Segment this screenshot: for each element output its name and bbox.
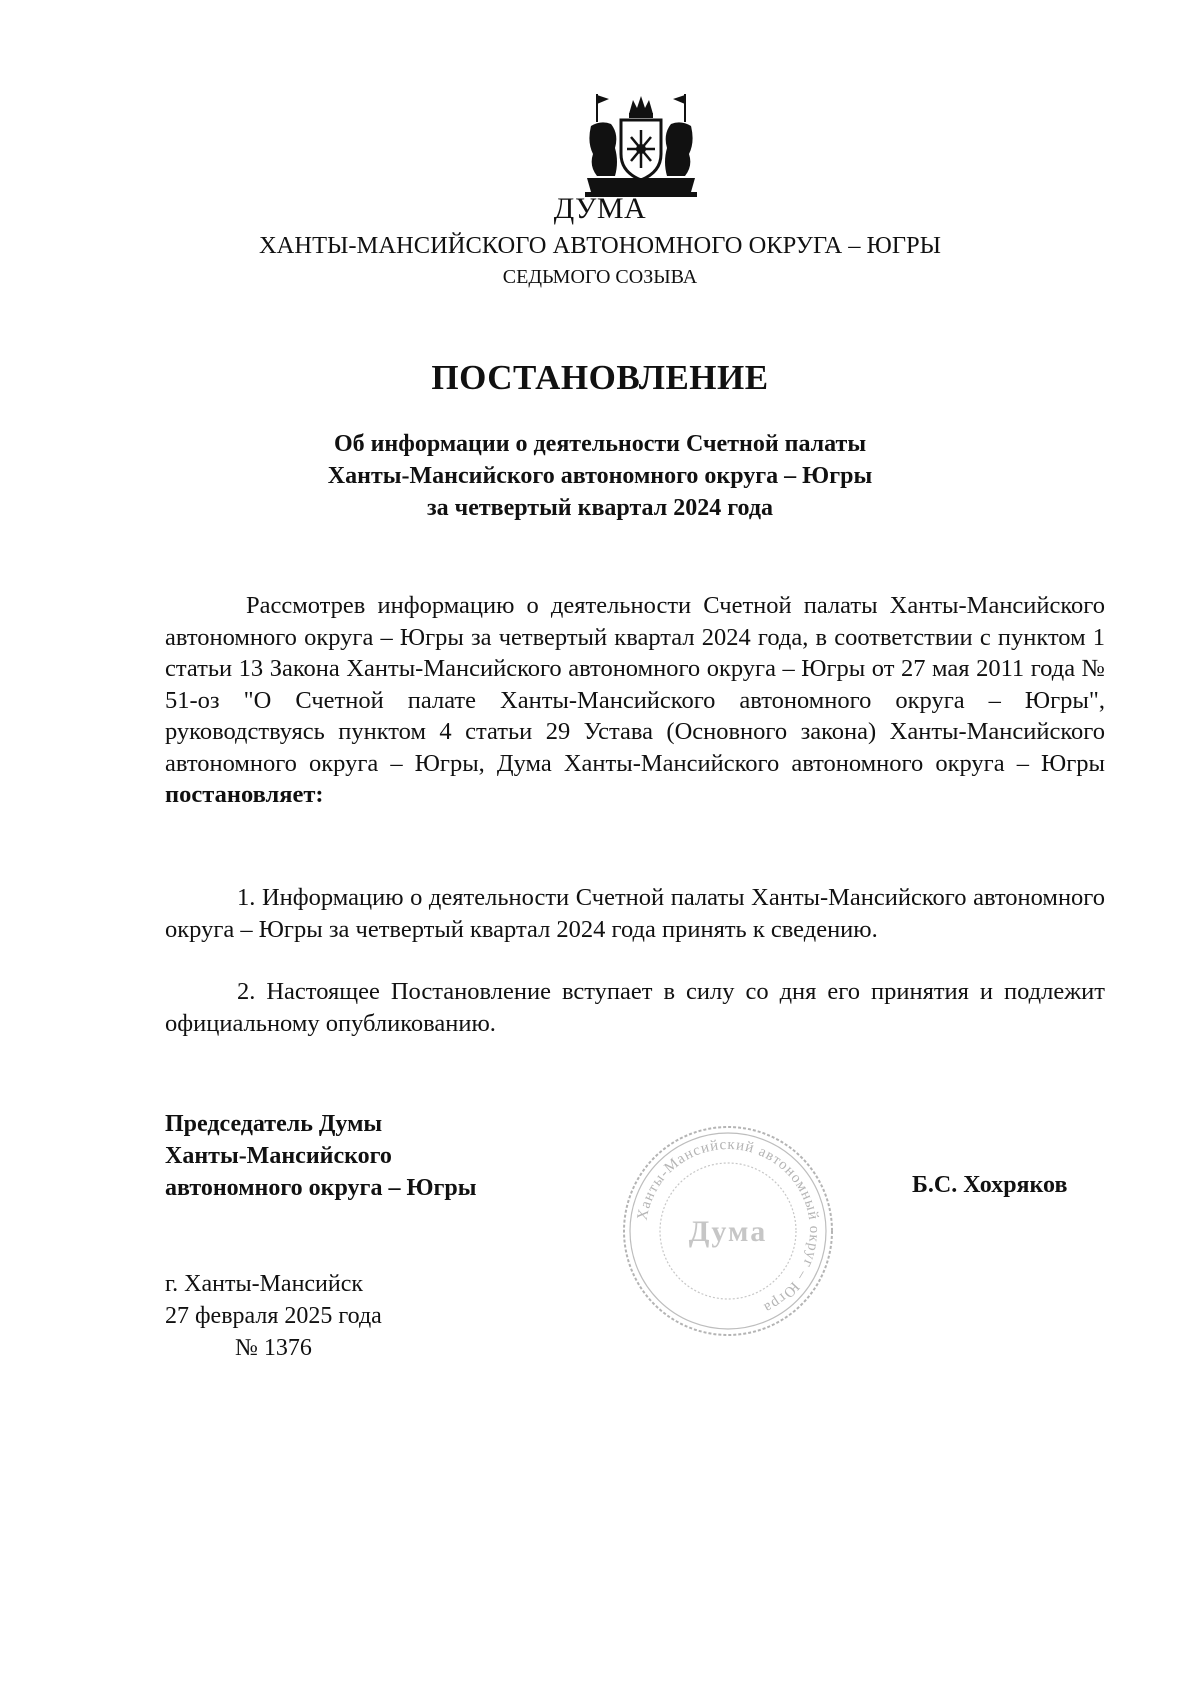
document-subject — [0, 428, 1200, 524]
position-line: Ханты-Мансийского — [165, 1143, 392, 1169]
place-date-block — [165, 1268, 382, 1364]
subject-line: Ханты-Мансийского автономного округа – Югры — [327, 463, 873, 489]
signatory-name: Б.С. Хохряков — [912, 1172, 1068, 1198]
organization-title: ДУМА — [553, 192, 647, 225]
coat-of-arms-emblem-icon — [585, 92, 697, 198]
resolution-item-2: 2. Настоящее Постановление вступает в силу со дня его принятия и подлежит официальному опубликованию. — [165, 978, 1105, 1037]
position-line: автономного округа – Югры — [165, 1175, 477, 1201]
svg-text:Дума: Дума — [688, 1215, 768, 1248]
date-label: 27 февраля 2025 года — [165, 1303, 382, 1329]
official-seal-stamp-icon — [618, 1121, 838, 1341]
intro-paragraph — [165, 590, 1105, 811]
place-label: г. Ханты-Мансийск — [165, 1271, 364, 1297]
signatory-position — [165, 1108, 476, 1204]
document-number: № 1376 — [235, 1335, 312, 1361]
intro-text: Рассмотрев информацию о деятельности Счетной палаты Ханты-Мансийского автономного округа – Югры за четвертый квартал 2024 года, в соответствии с пунктом 1 статьи 13 Закона Ханты-Мансийского автономного округа – Югры от 27 мая 2011 года № 51-оз "О Счетной палате Ханты-Мансийского автономного округа – Югры", руководствуясь пунктом 4 статьи 29 Устава (Основного закона) Ханты-Мансийского автономного округа – Югры, Дума Ханты-Мансийского автономного округа – Югры — [165, 592, 1105, 777]
position-line: Председатель Думы — [165, 1111, 383, 1137]
document-type-heading: ПОСТАНОВЛЕНИЕ — [431, 358, 769, 397]
region-title: ХАНТЫ-МАНСИЙСКОГО АВТОНОМНОГО ОКРУГА – ЮГРЫ — [258, 232, 941, 259]
svg-text:Ханты-Мансийский автономный ок: Ханты-Мансийский автономный округ – Югра — [634, 1136, 823, 1317]
convocation-label: СЕДЬМОГО СОЗЫВА — [502, 266, 698, 288]
subject-line: Об информации о деятельности Счетной палаты — [333, 431, 867, 457]
subject-line: за четвертый квартал 2024 года — [427, 495, 773, 521]
resolution-item-1: 1. Информацию о деятельности Счетной палаты Ханты-Мансийского автономного округа – Югры за четвертый квартал 2024 года принять к сведению. — [165, 884, 1105, 943]
intro-verb: постановляет: — [165, 781, 324, 808]
